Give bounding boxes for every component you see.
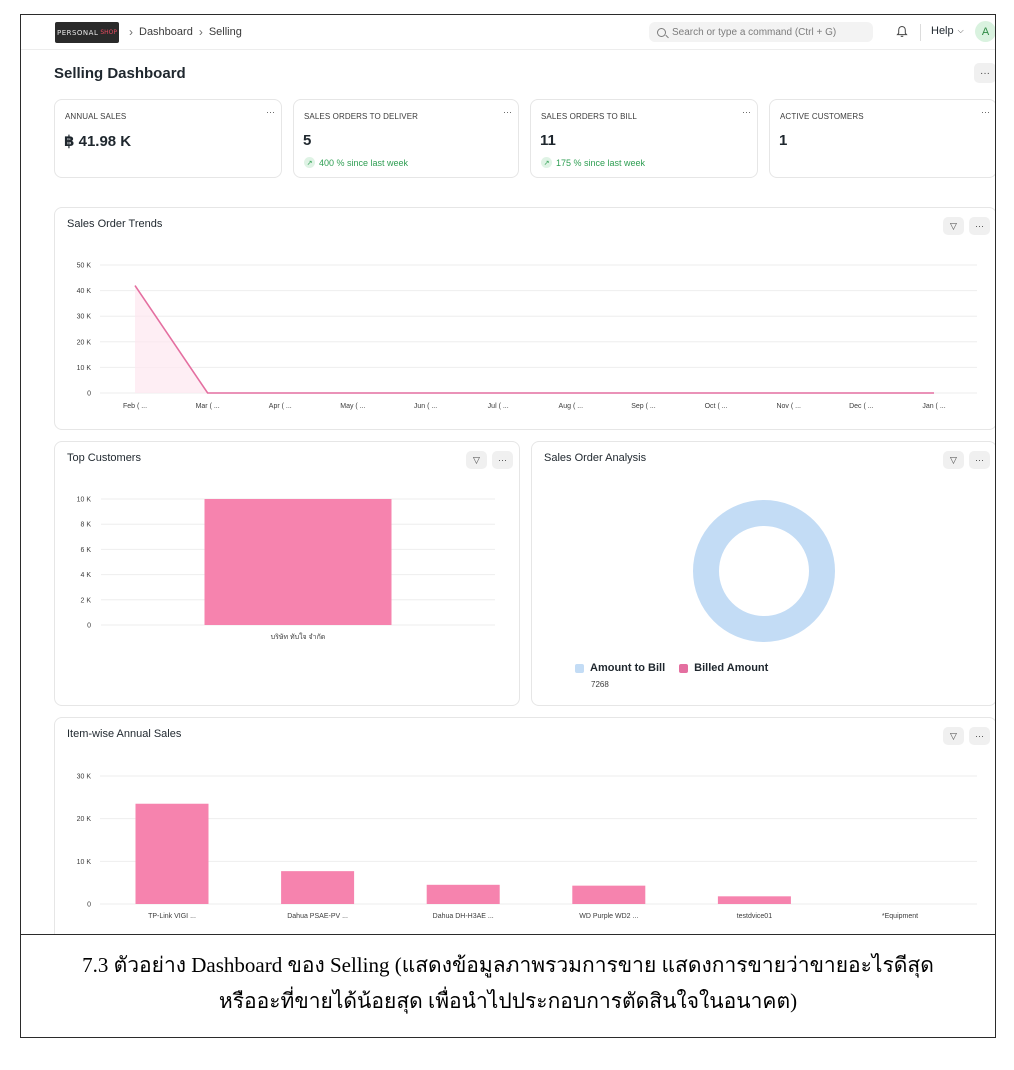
top-navbar	[21, 15, 996, 50]
bell-icon[interactable]	[896, 25, 908, 38]
chart-item-wise-annual-sales	[55, 718, 996, 957]
panel-title: Top Customers	[67, 452, 141, 464]
more-icon[interactable]: ···	[503, 107, 512, 117]
y-tick-label: 40 K	[76, 288, 91, 296]
x-tick-label: *Equipment	[881, 913, 919, 920]
y-tick-label: 20 K	[76, 339, 91, 347]
chevron-down-icon: ⌵	[957, 26, 964, 35]
help-label: Help	[931, 25, 954, 37]
breadcrumb-dashboard[interactable]: Dashboard	[139, 26, 193, 38]
y-tick-label: 10 K	[76, 364, 91, 372]
filter-icon[interactable]: ▽	[943, 727, 964, 745]
legend-item-amount-to-bill[interactable]	[575, 662, 665, 674]
page-menu-button[interactable]: ···	[974, 63, 996, 83]
x-tick-label: Nov ( ...	[776, 403, 801, 410]
card-trend-text: 175 % since last week	[556, 157, 646, 168]
x-tick-label: WD Purple WD2 ...	[579, 913, 639, 920]
x-tick-label: Mar ( ...	[195, 403, 220, 410]
x-tick-label: Jan ( ...	[922, 403, 946, 410]
x-tick-label: Oct ( ...	[704, 403, 728, 410]
filter-icon[interactable]: ▽	[943, 217, 964, 235]
y-tick-label: 10 K	[76, 496, 91, 504]
y-tick-label: 0	[87, 622, 91, 630]
more-icon[interactable]: ···	[742, 107, 751, 117]
panel-title: Sales Order Trends	[67, 218, 163, 230]
card-trend	[304, 157, 408, 168]
help-dropdown[interactable]	[931, 25, 964, 37]
x-tick-label: Feb ( ...	[122, 403, 148, 410]
caption-line-2: หรืออะที่ขายได้น้อยสุด เพื่อนำไปประกอบการตัดสินใจในอนาคต)	[218, 989, 798, 1013]
more-icon[interactable]: ···	[492, 451, 513, 469]
more-icon[interactable]: ···	[969, 217, 990, 235]
x-tick-label: Sep ( ...	[631, 403, 656, 410]
x-tick-label: Jul ( ...	[487, 403, 509, 410]
avatar[interactable]: A	[975, 21, 996, 42]
card-trend	[541, 157, 645, 168]
x-tick-label: TP-Link VIGI ...	[148, 913, 196, 920]
figure-caption	[20, 934, 996, 1038]
panel-title: Item-wise Annual Sales	[67, 728, 182, 740]
trend-area	[135, 286, 934, 393]
bar	[281, 871, 354, 904]
y-tick-label: 20 K	[76, 816, 91, 824]
card-value: 1	[779, 132, 788, 149]
panel-sales-order-trends	[54, 207, 996, 430]
legend-label: Amount to Bill	[590, 662, 666, 674]
x-tick-label: Dahua PSAE-PV ...	[287, 913, 348, 920]
legend-item-billed-amount[interactable]	[679, 662, 768, 674]
search-icon	[657, 28, 666, 37]
breadcrumb-selling[interactable]: Selling	[208, 26, 242, 38]
x-tick-label: Dahua DH-H3AE ...	[432, 913, 494, 920]
app-window	[20, 14, 996, 1038]
bar	[718, 896, 791, 904]
legend-value: 7268	[591, 680, 609, 689]
card-active-customers[interactable]	[769, 99, 996, 178]
search-input[interactable]	[649, 22, 873, 42]
x-tick-label: May ( ...	[340, 403, 366, 410]
y-tick-label: 50 K	[76, 262, 91, 270]
x-tick-label: Aug ( ...	[558, 403, 584, 410]
card-trend-text: 400 % since last week	[319, 157, 409, 168]
trend-line	[135, 286, 934, 393]
logo-text-2: SHOP	[100, 29, 118, 36]
y-tick-label: 6 K	[80, 546, 91, 554]
more-icon[interactable]: ···	[969, 727, 990, 745]
page-title: Selling Dashboard	[54, 65, 186, 82]
y-tick-label: 10 K	[76, 858, 91, 866]
bar	[205, 499, 392, 625]
chart-legend	[575, 662, 768, 674]
caption-line-1: 7.3 ตัวอย่าง Dashboard ของ Selling (แสดงข้อมูลภาพรวมการขาย แสดงการขายว่าขายอะไรดีสุด	[82, 953, 934, 977]
y-tick-label: 0	[87, 390, 91, 398]
y-tick-label: 4 K	[80, 572, 91, 580]
logo-text-1: PERSONAL	[56, 28, 99, 37]
panel-item-wise-annual-sales	[54, 717, 996, 957]
search-placeholder: Search or type a command (Ctrl + G)	[672, 26, 837, 38]
x-tick-label: Dec ( ...	[849, 403, 874, 410]
legend-label: Billed Amount	[694, 662, 769, 674]
bar	[572, 886, 645, 904]
card-label: ANNUAL SALES	[65, 112, 127, 121]
legend-swatch	[575, 664, 584, 673]
y-tick-label: 0	[87, 901, 91, 909]
card-label: SALES ORDERS TO DELIVER	[304, 112, 419, 121]
legend-swatch	[679, 664, 688, 673]
donut-slice	[706, 513, 822, 629]
panel-top-customers	[54, 441, 520, 706]
card-value: 11	[540, 132, 556, 149]
panel-sales-order-analysis	[531, 441, 996, 706]
card-value: 5	[303, 132, 312, 149]
navbar-divider	[920, 24, 921, 41]
breadcrumb	[129, 25, 242, 39]
app-logo[interactable]	[55, 22, 119, 43]
filter-icon[interactable]: ▽	[943, 451, 964, 469]
x-tick-label: testdvice01	[736, 913, 773, 920]
y-tick-label: 8 K	[80, 521, 91, 529]
x-tick-label: Jun ( ...	[413, 403, 438, 410]
chart-sales-order-trends	[55, 208, 996, 430]
arrow-up-right-icon: ↗	[541, 157, 552, 168]
x-tick-label: Apr ( ...	[268, 403, 292, 410]
panel-title: Sales Order Analysis	[544, 452, 647, 464]
y-tick-label: 30 K	[76, 773, 91, 781]
filter-icon[interactable]: ▽	[466, 451, 487, 469]
more-icon[interactable]: ···	[969, 451, 990, 469]
card-sales-orders-to-deliver[interactable]	[293, 99, 519, 178]
card-value: ฿ 41.98 K	[64, 133, 132, 150]
bar	[427, 885, 500, 904]
x-tick-label: บริษัท ทับใจ จำกัด	[270, 634, 326, 641]
more-icon[interactable]: ···	[266, 107, 275, 117]
chevron-right-icon: ›	[129, 25, 133, 39]
chart-top-customers	[55, 442, 520, 706]
y-tick-label: 2 K	[80, 597, 91, 605]
card-label: ACTIVE CUSTOMERS	[780, 112, 864, 121]
more-icon[interactable]: ···	[981, 107, 990, 117]
chevron-right-icon: ›	[198, 25, 203, 39]
y-tick-label: 30 K	[76, 313, 91, 321]
card-label: SALES ORDERS TO BILL	[541, 112, 637, 121]
card-annual-sales[interactable]	[54, 99, 282, 178]
arrow-up-right-icon: ↗	[304, 157, 315, 168]
bar	[136, 804, 209, 904]
card-sales-orders-to-bill[interactable]	[530, 99, 758, 178]
